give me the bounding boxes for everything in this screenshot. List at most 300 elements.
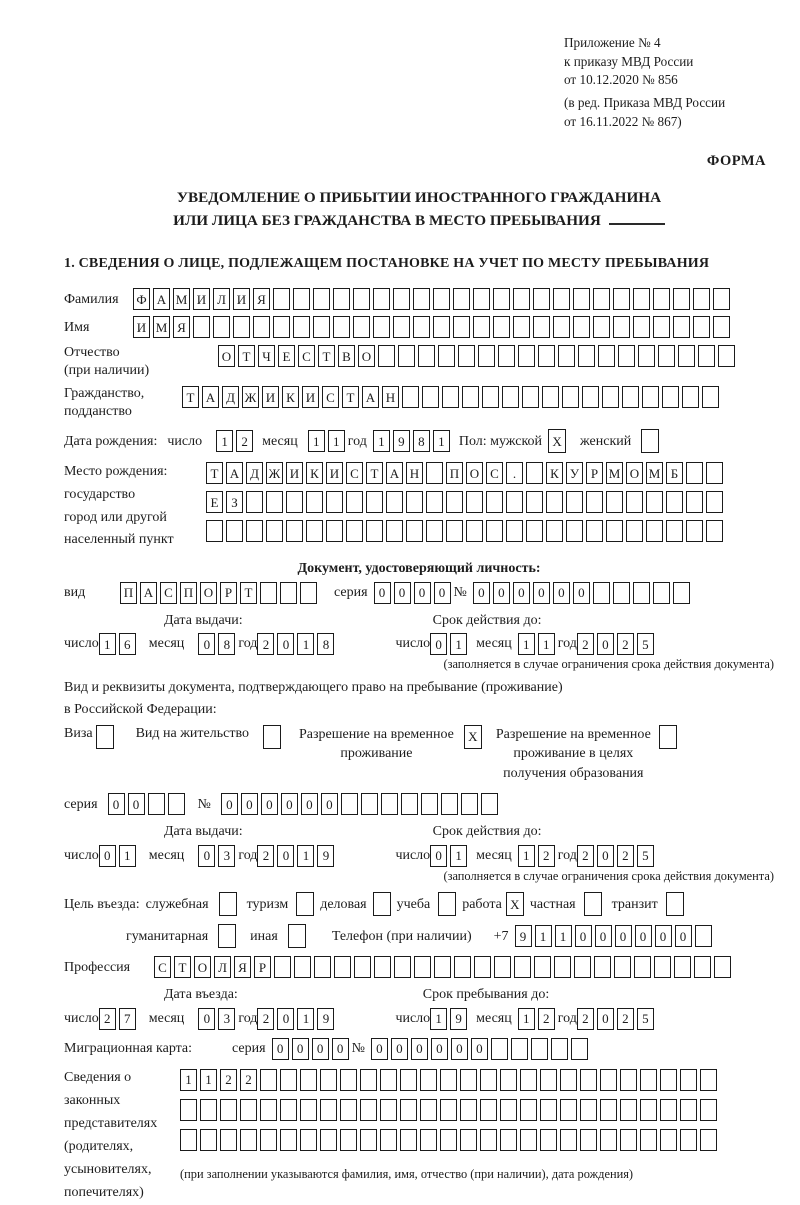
char-box[interactable] <box>398 345 415 367</box>
char-box[interactable] <box>360 1129 377 1151</box>
char-box[interactable]: 1 <box>538 633 555 655</box>
char-box[interactable]: 0 <box>434 582 451 604</box>
char-box[interactable] <box>280 1069 297 1091</box>
char-box[interactable] <box>553 316 570 338</box>
char-box[interactable]: О <box>200 582 217 604</box>
char-box[interactable] <box>326 491 343 513</box>
char-box[interactable] <box>240 1099 257 1121</box>
char-box[interactable]: 1 <box>180 1069 197 1091</box>
char-box[interactable] <box>418 345 435 367</box>
char-box[interactable]: 1 <box>450 845 467 867</box>
char-box[interactable] <box>640 1099 657 1121</box>
char-box[interactable]: 0 <box>431 1038 448 1060</box>
char-box[interactable]: Р <box>220 582 237 604</box>
char-box[interactable]: 0 <box>575 925 592 947</box>
char-box[interactable] <box>440 1129 457 1151</box>
char-box[interactable] <box>600 1069 617 1091</box>
char-box[interactable] <box>713 316 730 338</box>
char-box[interactable] <box>502 386 519 408</box>
char-box[interactable] <box>218 924 236 948</box>
char-box[interactable] <box>400 1069 417 1091</box>
char-box[interactable]: 0 <box>573 582 590 604</box>
char-box[interactable]: 0 <box>411 1038 428 1060</box>
char-box[interactable] <box>680 1129 697 1151</box>
char-box[interactable] <box>373 288 390 310</box>
char-box[interactable]: 7 <box>119 1008 136 1030</box>
char-box[interactable] <box>531 1038 548 1060</box>
char-box[interactable] <box>486 491 503 513</box>
char-box[interactable]: И <box>326 462 343 484</box>
char-box[interactable] <box>378 345 395 367</box>
char-box[interactable] <box>653 288 670 310</box>
char-box[interactable] <box>574 956 591 978</box>
char-box[interactable]: 1 <box>433 430 450 452</box>
char-box[interactable]: А <box>140 582 157 604</box>
char-box[interactable]: 9 <box>450 1008 467 1030</box>
char-box[interactable]: Р <box>586 462 603 484</box>
char-box[interactable]: 1 <box>535 925 552 947</box>
char-box[interactable] <box>694 956 711 978</box>
char-box[interactable]: 2 <box>617 633 634 655</box>
char-box[interactable] <box>686 491 703 513</box>
char-box[interactable] <box>353 288 370 310</box>
char-box[interactable] <box>381 793 398 815</box>
char-box[interactable]: П <box>446 462 463 484</box>
char-box[interactable]: Н <box>406 462 423 484</box>
char-box[interactable] <box>413 288 430 310</box>
char-box[interactable] <box>482 386 499 408</box>
char-box[interactable] <box>266 520 283 542</box>
char-box[interactable]: 0 <box>597 1008 614 1030</box>
char-box[interactable] <box>695 925 712 947</box>
char-box[interactable]: О <box>358 345 375 367</box>
char-box[interactable] <box>718 345 735 367</box>
char-box[interactable] <box>518 345 535 367</box>
char-box[interactable] <box>293 316 310 338</box>
char-box[interactable] <box>602 386 619 408</box>
char-box[interactable]: 0 <box>332 1038 349 1060</box>
char-box[interactable]: 0 <box>221 793 238 815</box>
char-box[interactable] <box>646 520 663 542</box>
char-box[interactable] <box>673 288 690 310</box>
char-box[interactable]: О <box>466 462 483 484</box>
char-box[interactable] <box>594 956 611 978</box>
char-box[interactable] <box>551 1038 568 1060</box>
char-box[interactable]: 0 <box>493 582 510 604</box>
char-box[interactable] <box>614 956 631 978</box>
char-box[interactable]: Ж <box>266 462 283 484</box>
char-box[interactable] <box>373 892 391 916</box>
char-box[interactable] <box>466 491 483 513</box>
char-box[interactable] <box>346 491 363 513</box>
char-box[interactable]: Т <box>342 386 359 408</box>
char-box[interactable]: 8 <box>413 430 430 452</box>
char-box[interactable] <box>402 386 419 408</box>
char-box[interactable] <box>280 1099 297 1121</box>
char-box[interactable]: М <box>646 462 663 484</box>
char-box[interactable] <box>600 1129 617 1151</box>
char-box[interactable] <box>580 1099 597 1121</box>
char-box[interactable]: 0 <box>533 582 550 604</box>
char-box[interactable] <box>286 491 303 513</box>
char-box[interactable] <box>506 520 523 542</box>
char-box[interactable] <box>460 1099 477 1121</box>
char-box[interactable] <box>558 345 575 367</box>
char-box[interactable] <box>288 924 306 948</box>
char-box[interactable] <box>414 956 431 978</box>
char-box[interactable] <box>421 793 438 815</box>
char-box[interactable] <box>180 1129 197 1151</box>
char-box[interactable] <box>280 1129 297 1151</box>
char-box[interactable] <box>620 1069 637 1091</box>
char-box[interactable]: 9 <box>317 845 334 867</box>
char-box[interactable] <box>441 793 458 815</box>
char-box[interactable] <box>573 316 590 338</box>
char-box[interactable] <box>320 1099 337 1121</box>
char-box[interactable] <box>640 1069 657 1091</box>
char-box[interactable]: Я <box>173 316 190 338</box>
char-box[interactable]: 8 <box>317 633 334 655</box>
char-box[interactable] <box>706 491 723 513</box>
char-box[interactable] <box>714 956 731 978</box>
char-box[interactable] <box>658 345 675 367</box>
char-box[interactable]: 1 <box>518 845 535 867</box>
char-box[interactable] <box>200 1129 217 1151</box>
char-box[interactable] <box>460 1069 477 1091</box>
char-box[interactable]: 2 <box>257 1008 274 1030</box>
char-box[interactable] <box>260 582 277 604</box>
char-box[interactable] <box>313 288 330 310</box>
char-box[interactable] <box>96 725 114 749</box>
char-box[interactable]: 0 <box>414 582 431 604</box>
char-box[interactable]: С <box>322 386 339 408</box>
char-box[interactable] <box>380 1129 397 1151</box>
char-box[interactable] <box>682 386 699 408</box>
char-box[interactable]: С <box>154 956 171 978</box>
char-box[interactable] <box>613 288 630 310</box>
char-box[interactable]: 9 <box>317 1008 334 1030</box>
char-box[interactable] <box>314 956 331 978</box>
char-box[interactable] <box>420 1069 437 1091</box>
char-box[interactable]: Т <box>238 345 255 367</box>
char-box[interactable] <box>393 288 410 310</box>
char-box[interactable] <box>520 1129 537 1151</box>
char-box[interactable] <box>700 1099 717 1121</box>
char-box[interactable] <box>700 1069 717 1091</box>
char-box[interactable] <box>474 956 491 978</box>
char-box[interactable] <box>511 1038 528 1060</box>
char-box[interactable] <box>462 386 479 408</box>
char-box[interactable]: 0 <box>301 793 318 815</box>
char-box[interactable] <box>553 288 570 310</box>
char-box[interactable] <box>260 1099 277 1121</box>
char-box[interactable] <box>633 288 650 310</box>
char-box[interactable] <box>522 386 539 408</box>
char-box[interactable] <box>593 288 610 310</box>
char-box[interactable]: 2 <box>99 1008 116 1030</box>
char-box[interactable] <box>666 520 683 542</box>
char-box[interactable] <box>659 725 677 749</box>
char-box[interactable]: 8 <box>218 633 235 655</box>
char-box[interactable] <box>580 1129 597 1151</box>
char-box[interactable] <box>693 288 710 310</box>
char-box[interactable] <box>320 1129 337 1151</box>
char-box[interactable] <box>626 491 643 513</box>
char-box[interactable]: Я <box>253 288 270 310</box>
char-box[interactable] <box>520 1069 537 1091</box>
char-box[interactable] <box>340 1069 357 1091</box>
char-box[interactable] <box>526 491 543 513</box>
char-box[interactable]: 2 <box>617 845 634 867</box>
char-box[interactable] <box>606 520 623 542</box>
char-box[interactable]: Л <box>214 956 231 978</box>
char-box[interactable]: 5 <box>637 633 654 655</box>
char-box[interactable]: И <box>193 288 210 310</box>
char-box[interactable]: Т <box>182 386 199 408</box>
char-box[interactable] <box>593 316 610 338</box>
char-box[interactable]: 0 <box>312 1038 329 1060</box>
char-box[interactable] <box>374 956 391 978</box>
char-box[interactable]: 2 <box>617 1008 634 1030</box>
char-box[interactable] <box>354 956 371 978</box>
char-box[interactable] <box>400 1129 417 1151</box>
char-box[interactable] <box>233 316 250 338</box>
char-box[interactable]: 1 <box>308 430 325 452</box>
char-box[interactable] <box>686 520 703 542</box>
char-box[interactable] <box>634 956 651 978</box>
char-box[interactable] <box>280 582 297 604</box>
char-box[interactable]: П <box>180 582 197 604</box>
char-box[interactable]: 0 <box>108 793 125 815</box>
char-box[interactable]: 1 <box>297 845 314 867</box>
char-box[interactable] <box>373 316 390 338</box>
char-box[interactable]: 2 <box>577 633 594 655</box>
char-box[interactable] <box>573 288 590 310</box>
char-box[interactable]: М <box>606 462 623 484</box>
char-box[interactable] <box>706 520 723 542</box>
char-box[interactable]: . <box>506 462 523 484</box>
char-box[interactable]: 2 <box>257 633 274 655</box>
char-box[interactable] <box>562 386 579 408</box>
char-box[interactable]: 2 <box>257 845 274 867</box>
char-box[interactable] <box>646 491 663 513</box>
char-box[interactable] <box>674 956 691 978</box>
char-box[interactable] <box>294 956 311 978</box>
char-box[interactable]: 0 <box>553 582 570 604</box>
char-box[interactable] <box>420 1129 437 1151</box>
char-box[interactable]: М <box>173 288 190 310</box>
char-box[interactable]: 0 <box>430 845 447 867</box>
char-box[interactable]: 6 <box>119 633 136 655</box>
char-box[interactable] <box>480 1099 497 1121</box>
char-box[interactable] <box>361 793 378 815</box>
char-box[interactable] <box>333 288 350 310</box>
char-box[interactable] <box>698 345 715 367</box>
char-box[interactable]: А <box>153 288 170 310</box>
char-box[interactable] <box>700 1129 717 1151</box>
char-box[interactable] <box>498 345 515 367</box>
char-box[interactable] <box>546 520 563 542</box>
char-box[interactable] <box>633 316 650 338</box>
char-box[interactable]: Т <box>318 345 335 367</box>
char-box[interactable]: 2 <box>538 1008 555 1030</box>
char-box[interactable]: Т <box>240 582 257 604</box>
char-box[interactable]: 0 <box>371 1038 388 1060</box>
char-box[interactable]: Е <box>206 491 223 513</box>
char-box[interactable] <box>540 1099 557 1121</box>
char-box[interactable]: 0 <box>394 582 411 604</box>
char-box[interactable] <box>453 316 470 338</box>
char-box[interactable]: Р <box>254 956 271 978</box>
char-box[interactable]: И <box>286 462 303 484</box>
char-box[interactable] <box>540 1129 557 1151</box>
char-box[interactable] <box>673 582 690 604</box>
char-box[interactable] <box>494 956 511 978</box>
char-box[interactable] <box>263 725 281 749</box>
char-box[interactable]: 0 <box>451 1038 468 1060</box>
char-box[interactable] <box>460 1129 477 1151</box>
char-box[interactable] <box>693 316 710 338</box>
char-box[interactable] <box>481 793 498 815</box>
char-box[interactable] <box>220 1129 237 1151</box>
char-box[interactable] <box>168 793 185 815</box>
char-box[interactable]: У <box>566 462 583 484</box>
char-box[interactable]: 9 <box>515 925 532 947</box>
char-box[interactable]: 9 <box>393 430 410 452</box>
char-box[interactable] <box>586 491 603 513</box>
char-box[interactable] <box>680 1099 697 1121</box>
char-box[interactable] <box>654 956 671 978</box>
char-box[interactable] <box>406 520 423 542</box>
char-box[interactable] <box>220 1099 237 1121</box>
char-box[interactable] <box>500 1129 517 1151</box>
char-box[interactable] <box>446 491 463 513</box>
char-box[interactable] <box>560 1069 577 1091</box>
char-box[interactable] <box>366 491 383 513</box>
char-box[interactable] <box>546 491 563 513</box>
char-box[interactable] <box>366 520 383 542</box>
char-box[interactable]: 5 <box>637 845 654 867</box>
char-box[interactable]: 1 <box>99 633 116 655</box>
char-box[interactable] <box>253 316 270 338</box>
char-box[interactable]: 0 <box>99 845 116 867</box>
char-box[interactable] <box>593 582 610 604</box>
char-box[interactable]: 3 <box>218 845 235 867</box>
char-box[interactable]: 2 <box>577 1008 594 1030</box>
char-box[interactable]: 1 <box>297 1008 314 1030</box>
char-box[interactable] <box>542 386 559 408</box>
char-box[interactable]: 1 <box>518 633 535 655</box>
char-box[interactable] <box>613 582 630 604</box>
char-box[interactable] <box>274 956 291 978</box>
char-box[interactable] <box>453 288 470 310</box>
char-box[interactable] <box>240 1129 257 1151</box>
char-box[interactable]: Д <box>222 386 239 408</box>
char-box[interactable]: 0 <box>471 1038 488 1060</box>
char-box[interactable] <box>306 491 323 513</box>
char-box[interactable]: Ч <box>258 345 275 367</box>
char-box[interactable] <box>571 1038 588 1060</box>
char-box[interactable] <box>626 520 643 542</box>
char-box[interactable] <box>320 1069 337 1091</box>
char-box[interactable]: 0 <box>321 793 338 815</box>
char-box[interactable] <box>673 316 690 338</box>
char-box[interactable]: 0 <box>261 793 278 815</box>
char-box[interactable] <box>422 386 439 408</box>
char-box[interactable]: 1 <box>119 845 136 867</box>
char-box[interactable]: 0 <box>198 633 215 655</box>
char-box[interactable]: 1 <box>450 633 467 655</box>
char-box[interactable]: 1 <box>430 1008 447 1030</box>
char-box[interactable] <box>326 520 343 542</box>
char-box[interactable] <box>706 462 723 484</box>
char-box[interactable] <box>406 491 423 513</box>
char-box[interactable] <box>180 1099 197 1121</box>
char-box[interactable]: 0 <box>597 845 614 867</box>
char-box[interactable] <box>493 288 510 310</box>
char-box[interactable] <box>148 793 165 815</box>
char-box[interactable] <box>480 1129 497 1151</box>
char-box[interactable] <box>346 520 363 542</box>
char-box[interactable] <box>193 316 210 338</box>
char-box[interactable] <box>686 462 703 484</box>
char-box[interactable] <box>638 345 655 367</box>
char-box[interactable] <box>678 345 695 367</box>
char-box[interactable] <box>506 491 523 513</box>
char-box[interactable] <box>333 316 350 338</box>
char-box[interactable] <box>426 462 443 484</box>
char-box[interactable] <box>480 1069 497 1091</box>
char-box[interactable] <box>300 582 317 604</box>
char-box[interactable] <box>442 386 459 408</box>
char-box[interactable] <box>446 520 463 542</box>
char-box[interactable]: 0 <box>430 633 447 655</box>
char-box[interactable] <box>666 892 684 916</box>
char-box[interactable] <box>300 1129 317 1151</box>
char-box[interactable]: С <box>486 462 503 484</box>
char-box[interactable] <box>554 956 571 978</box>
char-box[interactable]: О <box>218 345 235 367</box>
char-box[interactable]: И <box>262 386 279 408</box>
char-box[interactable]: О <box>194 956 211 978</box>
char-box[interactable]: 0 <box>277 1008 294 1030</box>
char-box[interactable] <box>513 288 530 310</box>
char-box[interactable] <box>340 1129 357 1151</box>
char-box[interactable] <box>598 345 615 367</box>
char-box[interactable]: 0 <box>391 1038 408 1060</box>
char-box[interactable] <box>486 520 503 542</box>
char-box[interactable]: К <box>282 386 299 408</box>
char-box[interactable] <box>246 491 263 513</box>
char-box[interactable] <box>560 1099 577 1121</box>
char-box[interactable] <box>426 520 443 542</box>
char-box[interactable] <box>458 345 475 367</box>
char-box[interactable]: 1 <box>200 1069 217 1091</box>
char-box[interactable]: 3 <box>218 1008 235 1030</box>
char-box[interactable]: С <box>160 582 177 604</box>
char-box[interactable]: К <box>306 462 323 484</box>
char-box[interactable]: 2 <box>236 430 253 452</box>
char-box[interactable]: С <box>298 345 315 367</box>
char-box[interactable] <box>433 288 450 310</box>
char-box[interactable]: X <box>506 892 524 916</box>
char-box[interactable]: И <box>133 316 150 338</box>
char-box[interactable]: 0 <box>513 582 530 604</box>
char-box[interactable] <box>219 892 237 916</box>
char-box[interactable] <box>313 316 330 338</box>
char-box[interactable] <box>642 386 659 408</box>
char-box[interactable]: X <box>548 429 566 453</box>
